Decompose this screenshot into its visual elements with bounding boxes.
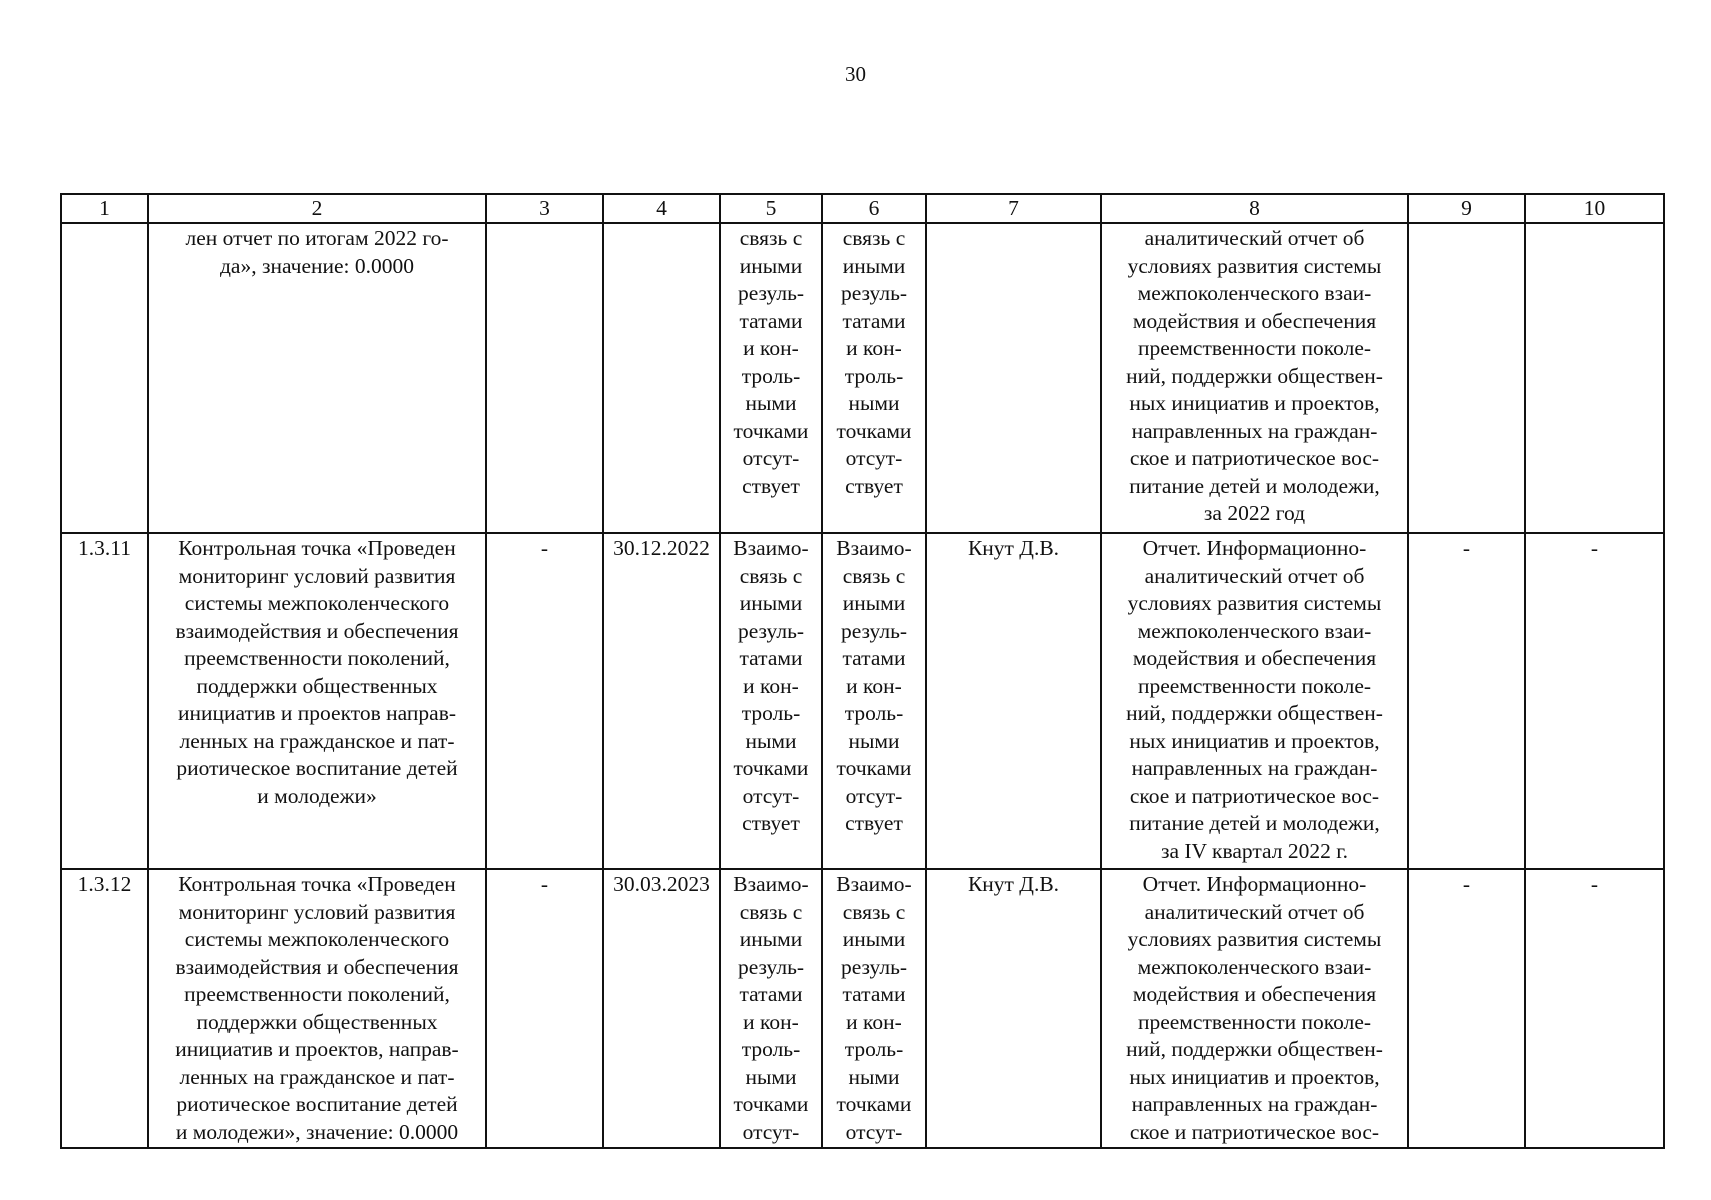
row-number	[61, 223, 148, 533]
cell-line: связь с	[739, 899, 803, 924]
cell-line: резуль-	[840, 281, 908, 305]
cell-line: условиях развития системы	[1127, 253, 1382, 278]
cell-line: мониторинг условий развития	[178, 563, 456, 588]
cell-line: инициатив и проектов, направ-	[175, 1037, 459, 1061]
cell-line: татами	[842, 646, 906, 670]
cell-line: риотическое воспитание детей	[176, 1092, 458, 1116]
plan-table	[60, 193, 1665, 1149]
cell-line: ленных на гражданское и пат-	[179, 1064, 455, 1089]
header-col-3: 3	[486, 194, 603, 223]
cell-line: ными	[848, 728, 900, 753]
row-col-6	[822, 533, 926, 869]
cell-line: мониторинг условий развития	[178, 899, 456, 924]
cell-line: Взаимо-	[733, 536, 809, 560]
cell-line: преемственности поколений,	[184, 982, 450, 1006]
cell-line: троль-	[844, 363, 904, 388]
cell-line: иными	[842, 591, 906, 615]
cell-line: Взаимо-	[836, 536, 912, 560]
row-responsible	[926, 223, 1101, 533]
cell-line: и кон-	[743, 1009, 799, 1034]
cell-line: татами	[842, 308, 906, 333]
header-col-8: 8	[1101, 194, 1408, 223]
header-col-6: 6	[822, 194, 926, 223]
cell-line: точками	[836, 418, 912, 443]
cell-line: аналитический отчет об	[1144, 899, 1365, 924]
cell-line: направленных на граждан-	[1131, 418, 1378, 443]
cell-line: лен отчет по итогам 2022 го-	[185, 226, 449, 250]
cell-line: Контрольная точка «Проведен	[178, 872, 456, 896]
row-responsible: Кнут Д.В.	[926, 533, 1101, 869]
row-col-5	[720, 223, 822, 533]
row-result	[1101, 533, 1408, 869]
cell-line: иными	[739, 591, 803, 615]
cell-line: татами	[842, 982, 906, 1006]
cell-line: ными	[848, 1064, 900, 1089]
row-col-10: -	[1525, 869, 1664, 1148]
cell-line: связь с	[842, 226, 906, 250]
cell-line: резуль-	[737, 954, 805, 979]
row-number: 1.3.11	[61, 533, 148, 869]
row-result	[1101, 869, 1408, 1148]
cell-line: связь с	[842, 563, 906, 588]
cell-line: межпоколенческого взаи-	[1137, 954, 1372, 979]
cell-line: точками	[836, 1092, 912, 1116]
cell-line: Взаимо-	[733, 872, 809, 896]
header-row	[61, 194, 1664, 223]
cell-line: питание детей и молодежи,	[1129, 473, 1380, 498]
cell-line: троль-	[844, 701, 904, 725]
cell-line: резуль-	[840, 618, 908, 643]
cell-line: ными	[745, 1064, 797, 1089]
cell-line: и молодежи»	[257, 783, 377, 808]
cell-line: ными	[745, 391, 797, 415]
header-col-9: 9	[1408, 194, 1525, 223]
cell-line: ствует	[845, 473, 903, 498]
row-date: 30.12.2022	[603, 533, 720, 869]
cell-line: отсут-	[845, 1119, 903, 1144]
row-name	[148, 869, 486, 1148]
cell-line: и кон-	[846, 336, 902, 360]
cell-line: питание детей и молодежи,	[1129, 811, 1380, 835]
header-col-1: 1	[61, 194, 148, 223]
cell-line: за 2022 год	[1203, 501, 1306, 525]
cell-line: татами	[739, 308, 803, 333]
cell-line: ными	[745, 728, 797, 753]
cell-line: троль-	[844, 1037, 904, 1061]
row-col-9	[1408, 223, 1525, 533]
cell-line: иными	[739, 253, 803, 278]
cell-line: Контрольная точка «Проведен	[178, 536, 456, 560]
row-number: 1.3.12	[61, 869, 148, 1148]
cell-line: взаимодействия и обеспечения	[175, 954, 459, 979]
cell-line: ленных на гражданское и пат-	[179, 728, 455, 753]
header-col-4: 4	[603, 194, 720, 223]
header-col-5: 5	[720, 194, 822, 223]
cell-line: троль-	[741, 363, 801, 388]
cell-line: модействия и обеспечения	[1132, 646, 1377, 670]
cell-line: татами	[739, 982, 803, 1006]
cell-line: и молодежи», значение: 0.0000	[175, 1119, 459, 1144]
cell-line: ных инициатив и проектов,	[1129, 1064, 1380, 1089]
cell-line: и кон-	[743, 336, 799, 360]
cell-line: резуль-	[737, 281, 805, 305]
cell-line: преемственности поколе-	[1137, 336, 1372, 360]
row-date	[603, 223, 720, 533]
cell-line: аналитический отчет об	[1144, 226, 1365, 250]
cell-line: и кон-	[846, 1009, 902, 1034]
cell-line: преемственности поколе-	[1137, 1009, 1372, 1034]
cell-line: Взаимо-	[836, 872, 912, 896]
cell-line: ское и патриотическое вос-	[1129, 1119, 1380, 1144]
cell-line: точками	[836, 756, 912, 780]
cell-line: связь с	[739, 226, 803, 250]
header-col-2: 2	[148, 194, 486, 223]
row-col-3: -	[486, 869, 603, 1148]
cell-line: связь с	[739, 563, 803, 588]
cell-line: точками	[733, 1092, 809, 1116]
cell-line: резуль-	[840, 954, 908, 979]
row-result	[1101, 223, 1408, 533]
cell-line: ний, поддержки обществен-	[1126, 1037, 1383, 1061]
cell-line: связь с	[842, 899, 906, 924]
row-col-9: -	[1408, 533, 1525, 869]
row-name	[148, 533, 486, 869]
header-col-10: 10	[1525, 194, 1664, 223]
cell-line: троль-	[741, 1037, 801, 1061]
cell-line: точками	[733, 756, 809, 780]
cell-line: ское и патриотическое вос-	[1129, 783, 1380, 808]
cell-line: отсут-	[742, 1119, 800, 1144]
cell-line: резуль-	[737, 618, 805, 643]
page-number: 30	[845, 62, 866, 86]
table-row-1-3-11	[61, 533, 1664, 869]
cell-line: аналитический отчет об	[1144, 563, 1365, 588]
row-col-10: -	[1525, 533, 1664, 869]
cell-line: риотическое воспитание детей	[176, 756, 458, 780]
cell-line: условиях развития системы	[1127, 591, 1382, 615]
cell-line: отсут-	[845, 446, 903, 470]
cell-line: ское и патриотическое вос-	[1129, 446, 1380, 470]
row-col-3: -	[486, 533, 603, 869]
header-col-7: 7	[926, 194, 1101, 223]
cell-line: поддержки общественных	[196, 1009, 438, 1034]
row-col-5	[720, 869, 822, 1148]
cell-line: инициатив и проектов направ-	[177, 701, 457, 725]
row-col-9: -	[1408, 869, 1525, 1148]
cell-line: и кон-	[743, 673, 799, 698]
cell-line: ных инициатив и проектов,	[1129, 391, 1380, 415]
cell-line: троль-	[741, 701, 801, 725]
cell-line: условиях развития системы	[1127, 927, 1382, 951]
cell-line: направленных на граждан-	[1131, 1092, 1378, 1116]
cell-line: взаимодействия и обеспечения	[175, 618, 459, 643]
cell-line: ний, поддержки обществен-	[1126, 701, 1383, 725]
cell-line: межпоколенческого взаи-	[1137, 618, 1372, 643]
row-date: 30.03.2023	[603, 869, 720, 1148]
cell-line: отсут-	[845, 783, 903, 808]
cell-line: ствует	[742, 811, 800, 835]
cell-line: системы межпоколенческого	[184, 927, 450, 951]
cell-line: ствует	[742, 473, 800, 498]
row-col-5	[720, 533, 822, 869]
cell-line: межпоколенческого взаи-	[1137, 281, 1372, 305]
cell-line: и кон-	[846, 673, 902, 698]
table-row-continuation	[61, 223, 1664, 533]
cell-line: поддержки общественных	[196, 673, 438, 698]
row-col-3	[486, 223, 603, 533]
cell-line: отсут-	[742, 446, 800, 470]
row-responsible: Кнут Д.В.	[926, 869, 1101, 1148]
cell-line: преемственности поколений,	[184, 646, 450, 670]
cell-line: Отчет. Информационно-	[1142, 536, 1367, 560]
cell-line: ными	[848, 391, 900, 415]
cell-line: отсут-	[742, 783, 800, 808]
cell-line: ствует	[845, 811, 903, 835]
cell-line: иными	[842, 253, 906, 278]
cell-line: Отчет. Информационно-	[1142, 872, 1367, 896]
cell-line: ных инициатив и проектов,	[1129, 728, 1380, 753]
table-row-1-3-12	[61, 869, 1664, 1148]
cell-line: да», значение: 0.0000	[219, 253, 415, 278]
row-name	[148, 223, 486, 533]
row-col-10	[1525, 223, 1664, 533]
cell-line: модействия и обеспечения	[1132, 308, 1377, 333]
cell-line: точками	[733, 418, 809, 443]
row-col-6	[822, 223, 926, 533]
row-col-6	[822, 869, 926, 1148]
cell-line: системы межпоколенческого	[184, 591, 450, 615]
cell-line: направленных на граждан-	[1131, 756, 1378, 780]
cell-line: преемственности поколе-	[1137, 673, 1372, 698]
cell-line: татами	[739, 646, 803, 670]
cell-line: иными	[842, 927, 906, 951]
cell-line: иными	[739, 927, 803, 951]
cell-line: за IV квартал 2022 г.	[1160, 838, 1349, 863]
cell-line: модействия и обеспечения	[1132, 982, 1377, 1006]
cell-line: ний, поддержки обществен-	[1126, 363, 1383, 388]
